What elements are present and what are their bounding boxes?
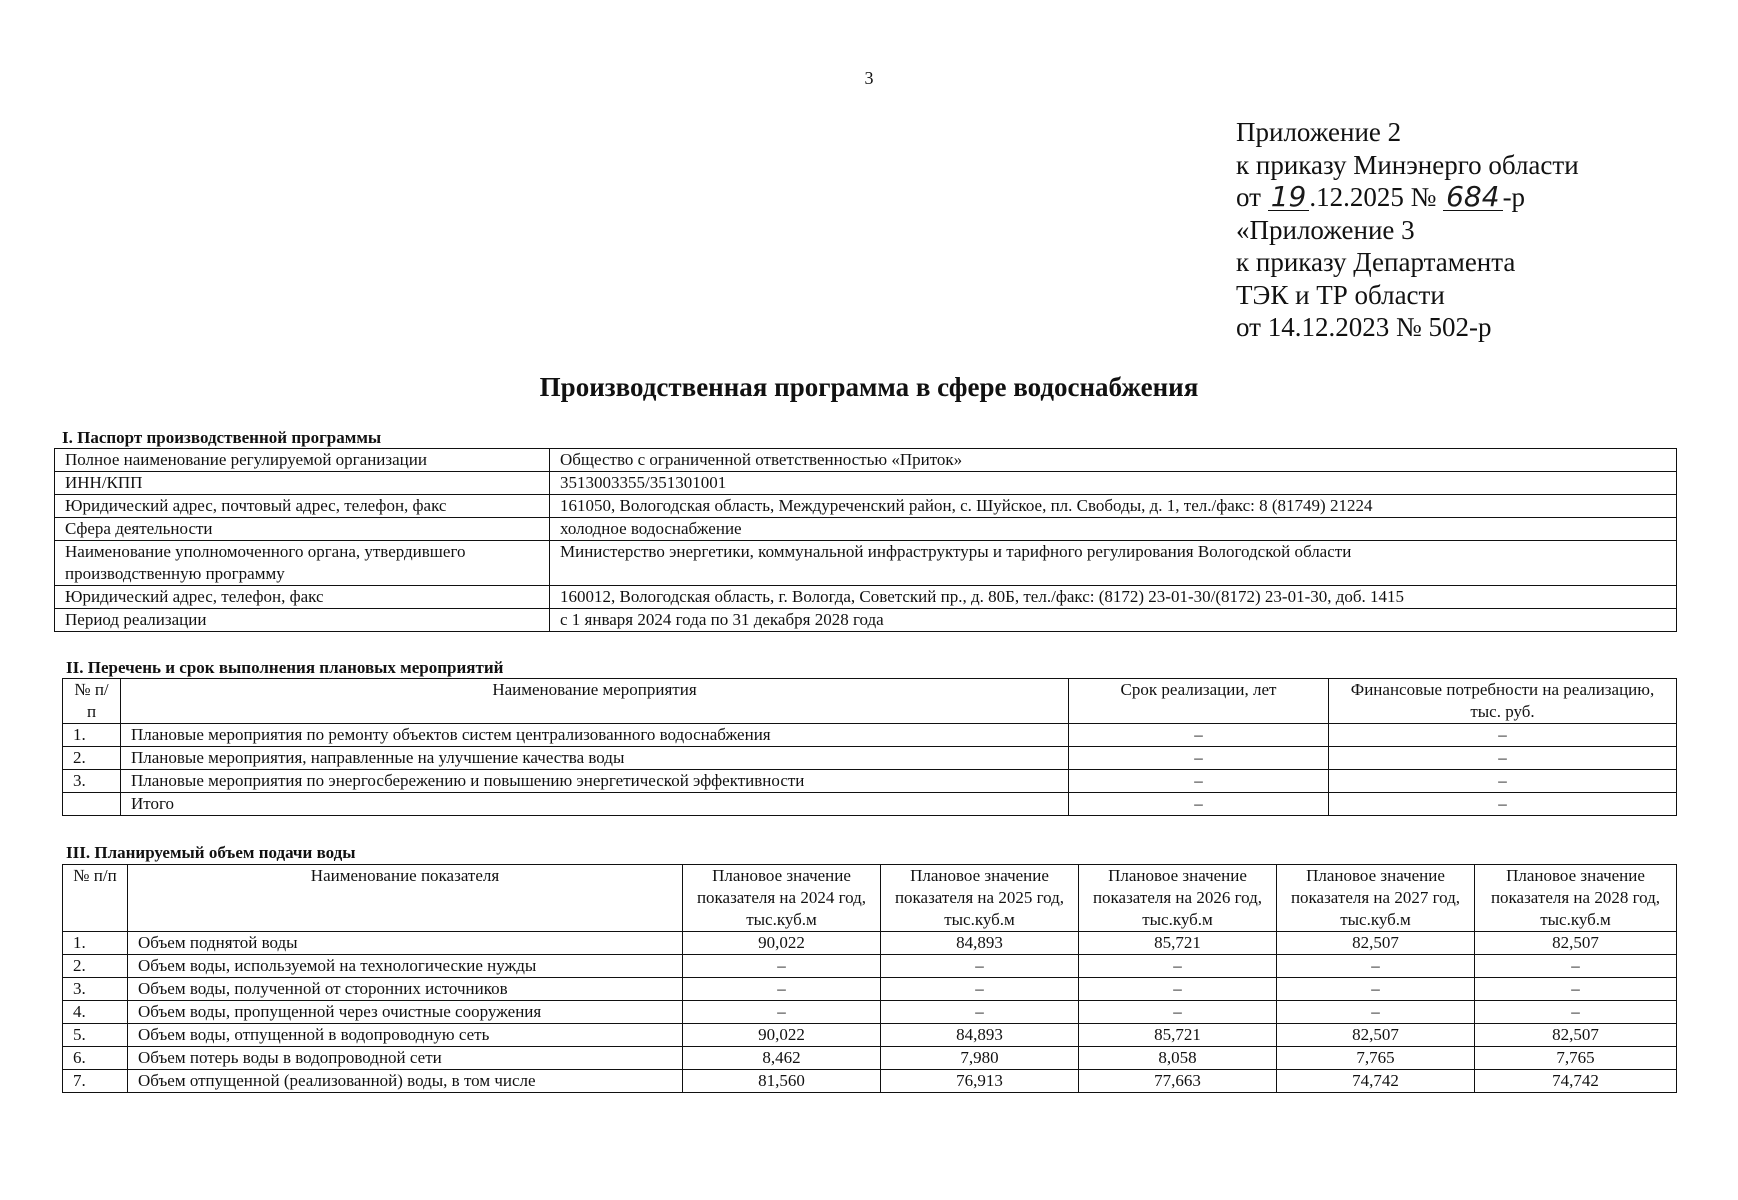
row-num: 5.: [63, 1024, 128, 1047]
table-row: [63, 1024, 1677, 1047]
handwritten-order-number: 684: [1443, 184, 1502, 211]
measure-finance: –: [1329, 724, 1677, 747]
measure-term: –: [1069, 793, 1329, 816]
row-num: 7.: [63, 1070, 128, 1093]
section-1-heading: I. Паспорт производственной программы: [62, 428, 382, 447]
measure-finance: –: [1329, 770, 1677, 793]
header-2026: Плановое значение показателя на 2026 год, тыс.куб.м: [1079, 865, 1277, 932]
passport-table: [54, 448, 1677, 632]
passport-label: Полное наименование регулируемой организации: [55, 449, 550, 472]
row-num: 3.: [63, 770, 121, 793]
order-suffix: -р: [1502, 182, 1526, 212]
value-2024: 90,022: [683, 932, 881, 955]
measure-name: Плановые мероприятия по ремонту объектов систем централизованного водоснабжения: [121, 724, 1069, 747]
value-2028: –: [1475, 955, 1677, 978]
measure-name: Плановые мероприятия по энергосбережению и повышению энергетической эффективности: [121, 770, 1069, 793]
value-2026: –: [1079, 978, 1277, 1001]
value-2027: 82,507: [1277, 932, 1475, 955]
value-2025: –: [881, 1001, 1079, 1024]
value-2026: –: [1079, 1001, 1277, 1024]
table-row: [63, 724, 1677, 747]
measure-name: Плановые мероприятия, направленные на улучшение качества воды: [121, 747, 1069, 770]
header-num: № п/п: [63, 679, 121, 724]
value-2027: 7,765: [1277, 1047, 1475, 1070]
section-3-heading: III. Планируемый объем подачи воды: [66, 843, 356, 862]
measure-term: –: [1069, 770, 1329, 793]
date-prefix: от: [1236, 182, 1261, 212]
value-2025: 84,893: [881, 932, 1079, 955]
indicator-name: Объем поднятой воды: [128, 932, 683, 955]
table-row: [63, 932, 1677, 955]
value-2027: 74,742: [1277, 1070, 1475, 1093]
passport-value: холодное водоснабжение: [550, 518, 1677, 541]
table-row: [55, 609, 1677, 632]
table-row: [55, 449, 1677, 472]
table-row: [55, 472, 1677, 495]
value-2028: 82,507: [1475, 932, 1677, 955]
table-row: [55, 518, 1677, 541]
value-2026: 85,721: [1079, 932, 1277, 955]
row-num: 2.: [63, 955, 128, 978]
value-2028: –: [1475, 1001, 1677, 1024]
value-2027: –: [1277, 1001, 1475, 1024]
table-row: [55, 541, 1677, 586]
passport-label: Юридический адрес, телефон, факс: [55, 586, 550, 609]
table-row: [63, 793, 1677, 816]
document-title: Производственная программа в сфере водоснабжения: [539, 372, 1199, 402]
passport-label: Наименование уполномоченного органа, утвердившего производственную программу: [55, 541, 550, 586]
table-row: [63, 1001, 1677, 1024]
row-num: 3.: [63, 978, 128, 1001]
header-indicator-name: Наименование показателя: [128, 865, 683, 932]
table-row: [63, 955, 1677, 978]
indicator-name: Объем воды, отпущенной в водопроводную сеть: [128, 1024, 683, 1047]
value-2026: 8,058: [1079, 1047, 1277, 1070]
header-2027: Плановое значение показателя на 2027 год, тыс.куб.м: [1277, 865, 1475, 932]
header-2025: Плановое значение показателя на 2025 год, тыс.куб.м: [881, 865, 1079, 932]
value-2027: –: [1277, 978, 1475, 1001]
value-2026: –: [1079, 955, 1277, 978]
water-volume-table: [62, 864, 1677, 1093]
header-measure-name: Наименование мероприятия: [121, 679, 1069, 724]
passport-value: Министерство энергетики, коммунальной инфраструктуры и тарифного регулирования Вологодской области: [550, 541, 1677, 586]
value-2024: 8,462: [683, 1047, 881, 1070]
passport-value: Общество с ограниченной ответственностью «Приток»: [550, 449, 1677, 472]
passport-label: Сфера деятельности: [55, 518, 550, 541]
value-2025: –: [881, 955, 1079, 978]
value-2028: –: [1475, 978, 1677, 1001]
indicator-name: Объем отпущенной (реализованной) воды, в том числе: [128, 1070, 683, 1093]
measure-term: –: [1069, 747, 1329, 770]
value-2025: 84,893: [881, 1024, 1079, 1047]
value-2025: 7,980: [881, 1047, 1079, 1070]
value-2028: 82,507: [1475, 1024, 1677, 1047]
value-2024: –: [683, 955, 881, 978]
appendix-line-7: от 14.12.2023 № 502-р: [1236, 312, 1492, 342]
measure-name: Итого: [121, 793, 1069, 816]
section-2-heading: II. Перечень и срок выполнения плановых мероприятий: [66, 658, 504, 677]
passport-value: 3513003355/351301001: [550, 472, 1677, 495]
passport-value: с 1 января 2024 года по 31 декабря 2028 года: [550, 609, 1677, 632]
passport-value: 160012, Вологодская область, г. Вологда, Советский пр., д. 80Б, тел./факс: (8172) 23-01-30/(8172) 23-01-30, доб. 1415: [550, 586, 1677, 609]
indicator-name: Объем потерь воды в водопроводной сети: [128, 1047, 683, 1070]
table-row: [55, 495, 1677, 518]
header-term: Срок реализации, лет: [1069, 679, 1329, 724]
appendix-line-1: Приложение 2: [1236, 117, 1402, 147]
table-header-row: [63, 865, 1677, 932]
table-row: [55, 586, 1677, 609]
appendix-line-5: к приказу Департамента: [1236, 247, 1516, 277]
appendix-line-2: к приказу Минэнерго области: [1236, 149, 1579, 180]
value-2024: 81,560: [683, 1070, 881, 1093]
measure-finance: –: [1329, 747, 1677, 770]
value-2027: 82,507: [1277, 1024, 1475, 1047]
handwritten-day: 19: [1268, 184, 1310, 211]
date-rest: .12.2025 №: [1309, 182, 1437, 212]
table-row: [63, 978, 1677, 1001]
value-2027: –: [1277, 955, 1475, 978]
appendix-line-6: ТЭК и ТР области: [1236, 279, 1445, 310]
table-row: [63, 1047, 1677, 1070]
row-num: 4.: [63, 1001, 128, 1024]
row-num: 1.: [63, 932, 128, 955]
row-num: 1.: [63, 724, 121, 747]
value-2025: –: [881, 978, 1079, 1001]
measure-finance: –: [1329, 793, 1677, 816]
indicator-name: Объем воды, полученной от сторонних источников: [128, 978, 683, 1001]
value-2024: –: [683, 1001, 881, 1024]
row-num: [63, 793, 121, 816]
page-number: 3: [864, 68, 874, 88]
passport-label: ИНН/КПП: [55, 472, 550, 495]
value-2026: 77,663: [1079, 1070, 1277, 1093]
value-2024: –: [683, 978, 881, 1001]
appendix-line-3: [1236, 181, 1579, 214]
table-row: [63, 770, 1677, 793]
indicator-name: Объем воды, пропущенной через очистные сооружения: [128, 1001, 683, 1024]
header-num: № п/п: [63, 865, 128, 932]
value-2025: 76,913: [881, 1070, 1079, 1093]
value-2026: 85,721: [1079, 1024, 1277, 1047]
passport-label: Юридический адрес, почтовый адрес, телефон, факс: [55, 495, 550, 518]
header-2028: Плановое значение показателя на 2028 год, тыс.куб.м: [1475, 865, 1677, 932]
header-2024: Плановое значение показателя на 2024 год, тыс.куб.м: [683, 865, 881, 932]
table-row: [63, 1070, 1677, 1093]
appendix-line-4: «Приложение 3: [1236, 214, 1415, 245]
appendix-header: [1236, 116, 1579, 344]
measure-term: –: [1069, 724, 1329, 747]
passport-label: Период реализации: [55, 609, 550, 632]
table-header-row: [63, 679, 1677, 724]
row-num: 2.: [63, 747, 121, 770]
value-2028: 7,765: [1475, 1047, 1677, 1070]
row-num: 6.: [63, 1047, 128, 1070]
header-finance: Финансовые потребности на реализацию, тыс. руб.: [1329, 679, 1677, 724]
measures-table: [62, 678, 1677, 816]
table-row: [63, 747, 1677, 770]
value-2028: 74,742: [1475, 1070, 1677, 1093]
value-2024: 90,022: [683, 1024, 881, 1047]
indicator-name: Объем воды, используемой на технологические нужды: [128, 955, 683, 978]
passport-value: 161050, Вологодская область, Междуреченский район, с. Шуйское, пл. Свободы, д. 1, тел./факс: 8 (81749) 21224: [550, 495, 1677, 518]
